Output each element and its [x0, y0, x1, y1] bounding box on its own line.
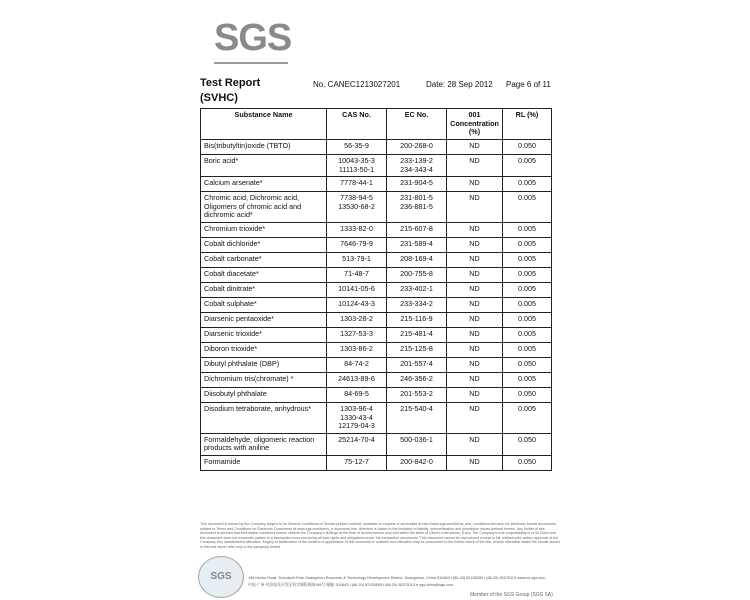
table-header-row [201, 109, 552, 140]
table-cell: Chromic acid, Dichromic acid, Oligomers of chromic acid and dichromic acid* [201, 192, 327, 223]
table-cell: 71-48-7 [327, 267, 387, 282]
table-cell: 215-125-8 [387, 342, 447, 357]
table-cell: 56-35-9 [327, 140, 387, 155]
table-cell: Diisobutyl phthalate [201, 387, 327, 402]
column-header: 001 Concentration (%) [447, 109, 503, 140]
table-row [201, 237, 552, 252]
address-english: 198 Kezhu Road, Scientech Park Guangzhou Economic & Technology Development District, Guangzhou, China 510663 t (86-20) 82155555 f (86-20) 82075113 www.cn.sgs.com [248, 576, 546, 580]
table-cell: 0.005 [503, 327, 552, 342]
table-cell: ND [447, 177, 503, 192]
table-row [201, 192, 552, 223]
table-row [201, 342, 552, 357]
table-cell: 201-557-4 [387, 357, 447, 372]
table-cell: 0.005 [503, 155, 552, 177]
table-cell: ND [447, 237, 503, 252]
table-row [201, 433, 552, 455]
table-cell: 233-139-2 234-343-4 [387, 155, 447, 177]
table-cell: ND [447, 252, 503, 267]
table-cell: ND [447, 387, 503, 402]
table-cell: 215-607-8 [387, 222, 447, 237]
table-cell: Dibutyl phthalate (DBP) [201, 357, 327, 372]
table-cell: 7778-44-1 [327, 177, 387, 192]
table-cell: 84-74-2 [327, 357, 387, 372]
table-row [201, 327, 552, 342]
table-cell: ND [447, 402, 503, 433]
column-header: Substance Name [201, 109, 327, 140]
table-cell: Calcium arsenate* [201, 177, 327, 192]
logo-underline [214, 62, 288, 64]
report-title: Test Report [200, 77, 261, 89]
table-row [201, 387, 552, 402]
table-cell: 0.005 [503, 312, 552, 327]
table-cell: 25214-70-4 [327, 433, 387, 455]
table-cell: Disodium tetraborate, anhydrous* [201, 402, 327, 433]
table-cell: 0.050 [503, 387, 552, 402]
table-cell: Dichromium tris(chromate) * [201, 372, 327, 387]
table-cell: 0.050 [503, 455, 552, 470]
table-cell: ND [447, 155, 503, 177]
table-cell: 200-755-8 [387, 267, 447, 282]
table-cell: 24613-89-6 [327, 372, 387, 387]
table-cell: 0.005 [503, 402, 552, 433]
table-cell: 75-12-7 [327, 455, 387, 470]
table-row [201, 155, 552, 177]
table-cell: 233-334-2 [387, 297, 447, 312]
table-cell: Cobalt carbonate* [201, 252, 327, 267]
table-cell: Cobalt dinitrate* [201, 282, 327, 297]
table-cell: 500-036-1 [387, 433, 447, 455]
table-cell: 0.005 [503, 372, 552, 387]
table-cell: 0.005 [503, 237, 552, 252]
table-cell: Cobalt diacetate* [201, 267, 327, 282]
table-row [201, 455, 552, 470]
table-cell: 200-842-0 [387, 455, 447, 470]
table-cell: 208-169-4 [387, 252, 447, 267]
table-cell: 7738-94-5 13530-68-2 [327, 192, 387, 223]
table-cell: 1303-86-2 [327, 342, 387, 357]
table-row [201, 222, 552, 237]
table-cell: 1303-96-4 1330-43-4 12179-04-3 [327, 402, 387, 433]
table-cell: 0.005 [503, 297, 552, 312]
table-cell: ND [447, 140, 503, 155]
table-cell: 215-116-9 [387, 312, 447, 327]
table-cell: 84-69-5 [327, 387, 387, 402]
table-cell: Diboron trioxide* [201, 342, 327, 357]
table-cell: 200-268-0 [387, 140, 447, 155]
table-row [201, 140, 552, 155]
sgs-logo: SGS [214, 17, 292, 59]
report-date: Date: 28 Sep 2012 [426, 80, 493, 89]
column-header: EC No. [387, 109, 447, 140]
table-cell: Cobalt dichloride* [201, 237, 327, 252]
table-row [201, 267, 552, 282]
table-cell: ND [447, 312, 503, 327]
report-number: No. CANEC1213027201 [313, 80, 401, 89]
sgs-seal: SGS [198, 556, 244, 598]
table-cell: ND [447, 372, 503, 387]
table-cell: Formamide [201, 455, 327, 470]
table-cell: ND [447, 192, 503, 223]
table-cell: 1333-82-0 [327, 222, 387, 237]
table-row [201, 372, 552, 387]
table-cell: ND [447, 455, 503, 470]
table-cell: 201-553-2 [387, 387, 447, 402]
table-cell: 215-481-4 [387, 327, 447, 342]
table-cell: 231-904-5 [387, 177, 447, 192]
table-cell: 0.050 [503, 140, 552, 155]
table-cell: 0.005 [503, 177, 552, 192]
table-cell: ND [447, 327, 503, 342]
table-cell: Formaldehyde, oligomeric reaction products with aniline [201, 433, 327, 455]
table-cell: 233-402-1 [387, 282, 447, 297]
table-cell: 246-356-2 [387, 372, 447, 387]
table-cell: 0.005 [503, 342, 552, 357]
table-row [201, 312, 552, 327]
table-cell: 215-540-4 [387, 402, 447, 433]
table-cell: 0.005 [503, 222, 552, 237]
table-cell: 0.050 [503, 433, 552, 455]
group-membership: Member of the SGS Group (SGS SA) [470, 592, 553, 598]
table-cell: 1303-28-2 [327, 312, 387, 327]
report-subtitle: (SVHC) [200, 92, 238, 104]
table-cell: Chromium trioxide* [201, 222, 327, 237]
table-cell: 10043-35-3 11113-50-1 [327, 155, 387, 177]
table-cell: 1327-53-3 [327, 327, 387, 342]
table-cell: 231-801-5 236-881-5 [387, 192, 447, 223]
table-row [201, 177, 552, 192]
page-number: Page 6 of 11 [506, 80, 551, 89]
svhc-results-table [200, 108, 552, 471]
table-cell: ND [447, 267, 503, 282]
table-cell: 231-589-4 [387, 237, 447, 252]
table-cell: Diarsenic trioxide* [201, 327, 327, 342]
address-chinese: 中国·广州·经济技术开发区科学城科珠路198号 邮编: 510663 t (86-20) 82155555 f (86-20) 82075113 e sgs.china@sgs.com [248, 583, 454, 587]
table-cell: 0.050 [503, 357, 552, 372]
table-row [201, 252, 552, 267]
table-cell: ND [447, 282, 503, 297]
table-cell: ND [447, 342, 503, 357]
table-cell: 0.005 [503, 267, 552, 282]
legal-disclaimer: This document is issued by the Company subject to its General Conditions of Service printed overleaf, available on request or accessible at http://www.sgs.com/terms_and_conditions.htm and, for electronic format documents, subject to Terms and Conditions for Electronic Documents at www.sgs.com/terms_e-document.htm. Attention is drawn to the limitation of liability, indemnification and jurisdiction issues defined therein. Any holder of this document is advised that information contained hereon reflects the Company's findings at the time of its intervention only and within the limits of Client's instructions, if any. The Company's sole responsibility is to its Client and this document does not exonerate parties to a transaction from exercising all their rights and obligations under the transaction documents. This document cannot be reproduced except in full, without prior written approval of the Company. Any unauthorized alteration, forgery or falsification of the content or appearance of this document is unlawful and offenders may be prosecuted to the fullest extent of the law. Unless otherwise stated the results shown in this test report refer only to the sample(s) tested. [200, 522, 560, 549]
table-cell: ND [447, 222, 503, 237]
table-cell: Bis(tributyltin)oxide (TBTO) [201, 140, 327, 155]
table-row [201, 357, 552, 372]
table-row [201, 297, 552, 312]
table-cell: 7646-79-9 [327, 237, 387, 252]
table-cell: Boric acid* [201, 155, 327, 177]
table-cell: 0.005 [503, 252, 552, 267]
table-cell: 0.005 [503, 192, 552, 223]
table-cell: ND [447, 357, 503, 372]
table-cell: Diarsenic pentaoxide* [201, 312, 327, 327]
column-header: CAS No. [327, 109, 387, 140]
table-cell: 10124-43-3 [327, 297, 387, 312]
column-header: RL (%) [503, 109, 552, 140]
table-cell: 10141-05-6 [327, 282, 387, 297]
table-cell: Cobalt sulphate* [201, 297, 327, 312]
table-cell: ND [447, 433, 503, 455]
table-row [201, 402, 552, 433]
table-row [201, 282, 552, 297]
table-cell: 513-79-1 [327, 252, 387, 267]
table-cell: 0.005 [503, 282, 552, 297]
table-cell: ND [447, 297, 503, 312]
